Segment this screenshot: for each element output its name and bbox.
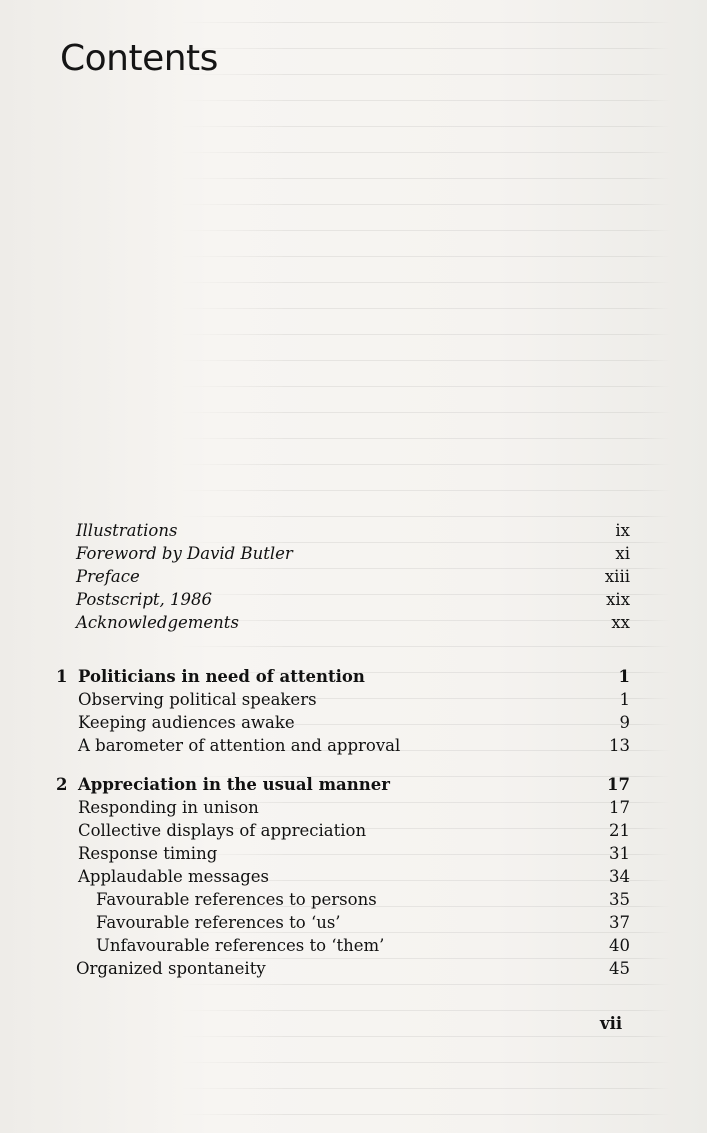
entry-label: Acknowledgements	[76, 613, 239, 632]
entry-label: Foreword by David Butler	[76, 544, 293, 563]
section-entry[interactable]	[56, 688, 630, 711]
subsection-entry[interactable]	[56, 934, 630, 957]
section-entry[interactable]	[56, 711, 630, 734]
chapter-2	[56, 773, 630, 980]
section-label: Organized spontaneity	[76, 959, 266, 978]
chapter-title: Politicians in need of attention	[78, 667, 365, 686]
entry-page: xiii	[604, 567, 630, 586]
section-entry[interactable]	[56, 734, 630, 757]
page-title: Contents	[60, 38, 218, 79]
section-entry[interactable]	[56, 865, 630, 888]
entry-label: Illustrations	[76, 521, 178, 540]
section-page: 45	[609, 959, 630, 978]
section-label: Responding in unison	[78, 798, 259, 817]
section-label: Collective displays of appreciation	[78, 821, 367, 840]
entry-page: xix	[606, 590, 630, 609]
chapter-list	[56, 665, 630, 996]
subsection-page: 35	[609, 890, 630, 909]
toc-entry[interactable]	[76, 565, 630, 588]
chapter-page: 17	[607, 775, 630, 794]
section-page: 31	[609, 844, 630, 863]
toc-entry[interactable]	[76, 588, 630, 611]
front-matter-list	[76, 519, 630, 634]
chapter-heading[interactable]	[56, 773, 630, 796]
section-label: Response timing	[78, 844, 218, 863]
chapter-page: 1	[618, 667, 630, 686]
chapter-title: Appreciation in the usual manner	[78, 775, 390, 794]
chapter-number: 1	[56, 667, 68, 686]
entry-page: xx	[611, 613, 630, 632]
section-label: A barometer of attention and approval	[78, 736, 401, 755]
subsection-entry[interactable]	[56, 888, 630, 911]
section-page: 34	[609, 867, 630, 886]
subsection-page: 40	[609, 936, 630, 955]
section-page: 1	[619, 690, 630, 709]
chapter-heading[interactable]	[56, 665, 630, 688]
section-page: 13	[609, 736, 630, 755]
section-entry[interactable]	[56, 842, 630, 865]
entry-page: ix	[615, 521, 630, 540]
subsection-entry[interactable]	[56, 911, 630, 934]
subsection-page: 37	[609, 913, 630, 932]
section-entry[interactable]	[56, 957, 630, 980]
section-label: Keeping audiences awake	[78, 713, 295, 732]
section-label: Applaudable messages	[78, 867, 270, 886]
entry-page: xi	[615, 544, 630, 563]
section-label: Observing political speakers	[78, 690, 317, 709]
subsection-label: Favourable references to ‘us’	[96, 913, 341, 932]
entry-label: Preface	[76, 567, 140, 586]
toc-entry[interactable]	[76, 519, 630, 542]
chapter-number: 2	[56, 775, 68, 794]
subsection-label: Favourable references to persons	[96, 890, 377, 909]
section-page: 21	[609, 821, 630, 840]
page-number: vii	[600, 1014, 623, 1033]
subsection-label: Unfavourable references to ‘them’	[96, 936, 385, 955]
section-entry[interactable]	[56, 796, 630, 819]
chapter-1	[56, 665, 630, 757]
toc-entry[interactable]	[76, 611, 630, 634]
section-page: 17	[609, 798, 630, 817]
section-entry[interactable]	[56, 819, 630, 842]
section-page: 9	[619, 713, 630, 732]
entry-label: Postscript, 1986	[76, 590, 213, 609]
toc-entry[interactable]	[76, 542, 630, 565]
